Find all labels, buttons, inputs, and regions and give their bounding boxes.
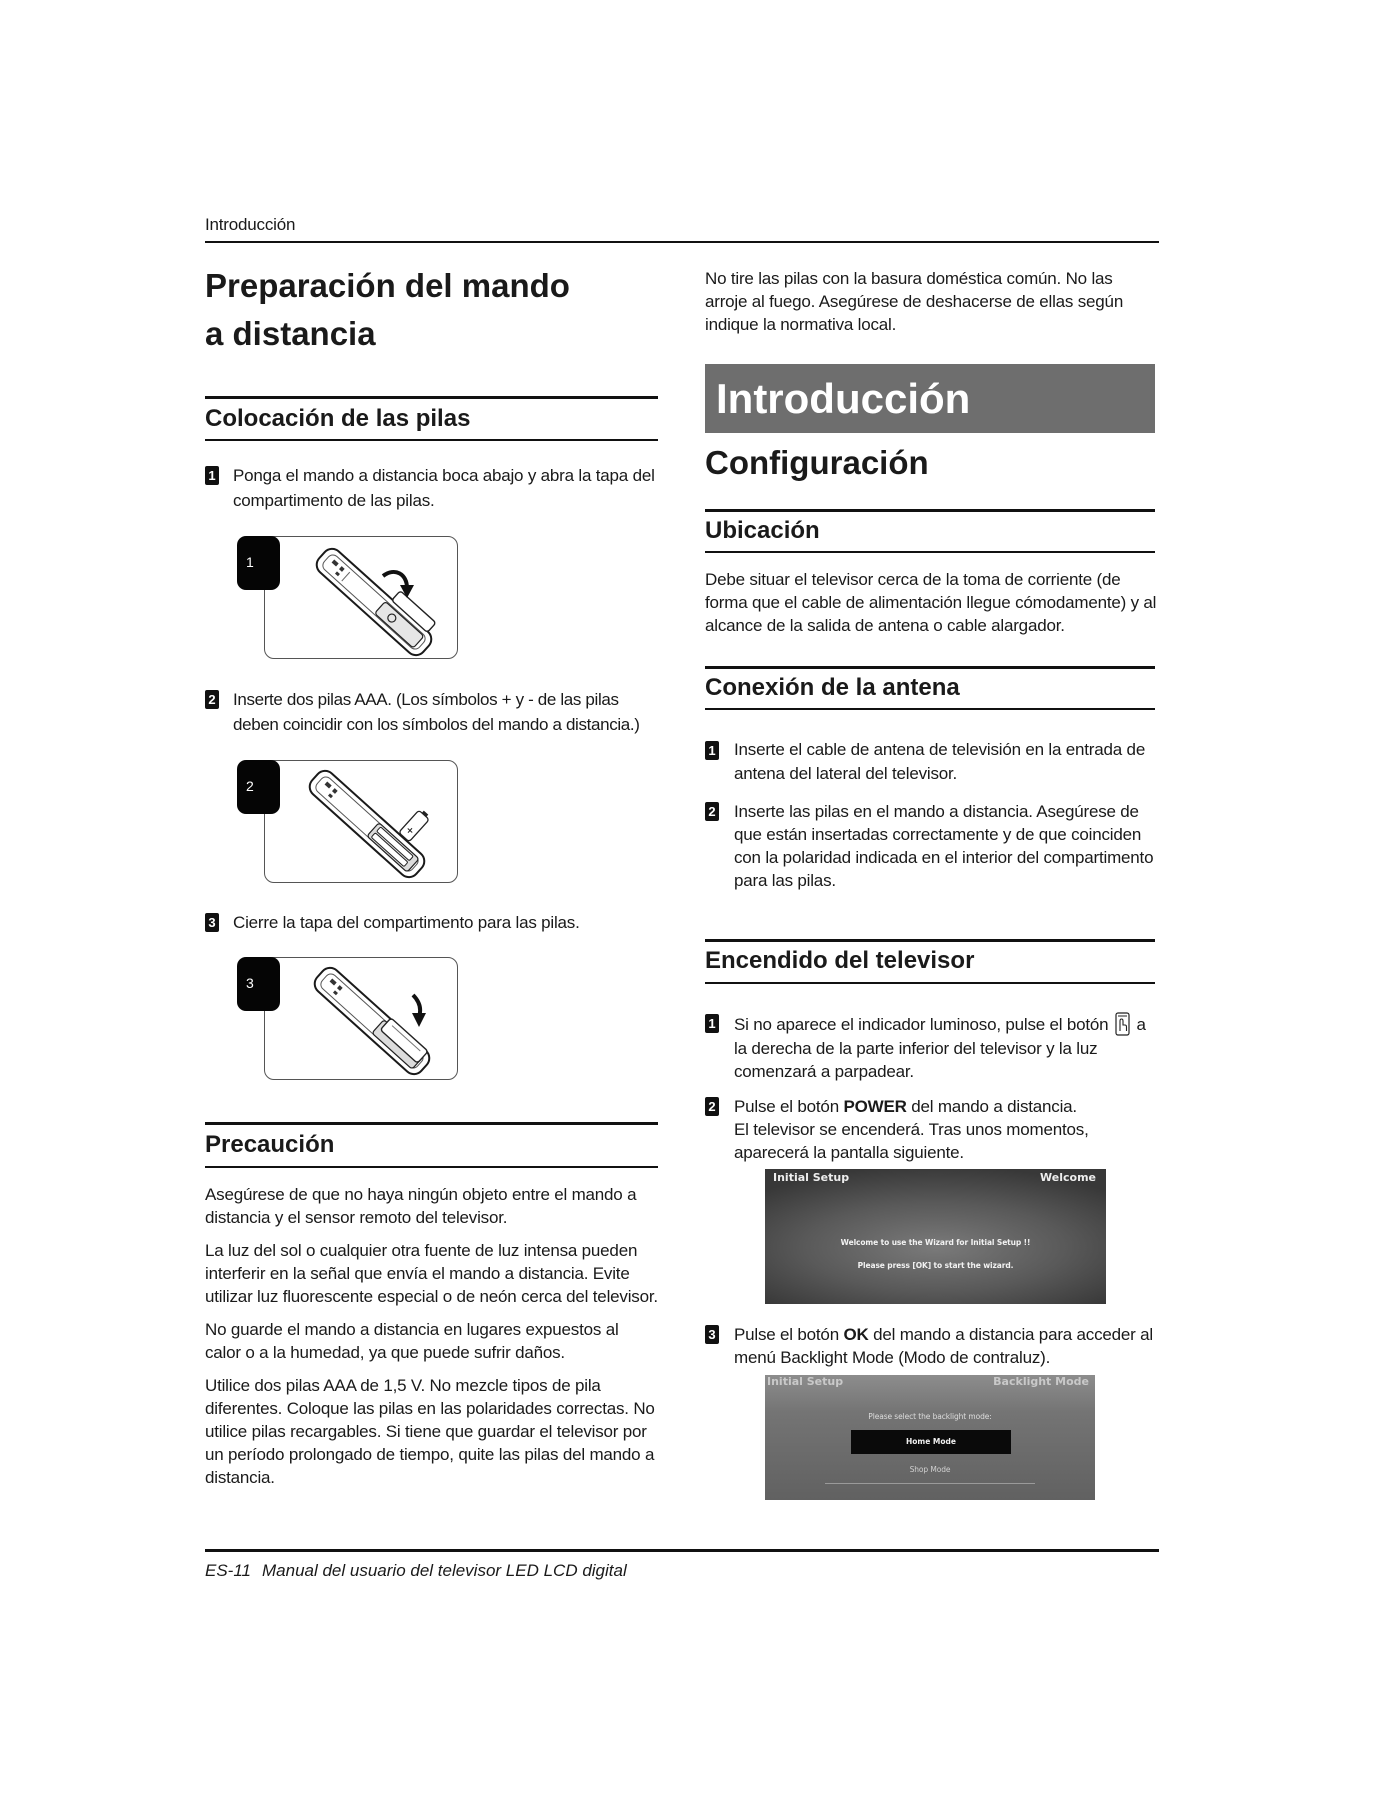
battery-step-1 [205, 463, 658, 513]
screen-page-name: Backlight Mode [993, 1375, 1089, 1388]
figure-number: 3 [246, 975, 254, 991]
antenna-heading: Conexión de la antena [705, 674, 960, 701]
step-number-badge: 1 [705, 741, 719, 760]
manual-title: Manual del usuario del televisor LED LCD digital [262, 1561, 627, 1580]
power-on-heading: Encendido del televisor [705, 947, 975, 974]
caution-paragraph: La luz del sol o cualquier otra fuente de luz intensa pueden interferir en la señal que envía el mando a distancia. Evite utilizar luz fluorescente especial o de neón cerca del televisor. [205, 1241, 658, 1306]
step-text: Inserte las pilas en el mando a distancia. Asegúrese de que están insertadas correctamente y de que coinciden con la polaridad indicada en el interior del compartimento para las pilas. [734, 802, 1154, 890]
step-number-badge: 3 [205, 913, 219, 932]
location-heading: Ubicación [705, 517, 820, 544]
section-rule-bottom [705, 708, 1155, 710]
figure-number-tab [237, 760, 280, 814]
battery-step-2 [205, 687, 658, 737]
step-text [734, 1095, 1157, 1164]
section-rule-bottom [705, 982, 1155, 984]
battery-disposal-note: No tire las pilas con la basura doméstica común. No las arroje al fuego. Asegúrese de deshacerse de ellas según indique la normativa local. [705, 269, 1124, 334]
ok-key-label: OK [843, 1325, 869, 1344]
battery-figure-3 [237, 957, 458, 1080]
power-on-step-1 [705, 1012, 1157, 1084]
power-on-step-3 [705, 1323, 1157, 1369]
header-rule [205, 241, 1159, 243]
screen-page-name: Welcome [1040, 1171, 1096, 1184]
screen-title: Initial Setup [767, 1375, 844, 1388]
step-text-post: del mando a distancia para acceder al menú Backlight Mode (Modo de contraluz). [734, 1325, 1153, 1367]
screen-divider [825, 1483, 1035, 1484]
section-rule-top [705, 509, 1155, 512]
step-text-pre: Pulse el botón [734, 1325, 844, 1344]
power-key-label: POWER [843, 1097, 907, 1116]
step-text-line-2: El televisor se encenderá. Tras unos momentos, aparecerá la pantalla siguiente. [734, 1120, 1089, 1162]
battery-step-3 [205, 910, 658, 935]
section-rule-bottom [205, 1166, 658, 1168]
step-text: Inserte el cable de antena de televisión en la entrada de antena del lateral del televisor. [734, 740, 1146, 783]
figure-number: 1 [246, 554, 254, 570]
caution-paragraph: No guarde el mando a distancia en lugares expuestos al calor o a la humedad, ya que puede sufrir daños. [205, 1320, 619, 1362]
step-number-badge: 2 [705, 802, 719, 821]
section-rule-top [205, 396, 658, 399]
antenna-step-1 [705, 738, 1157, 786]
section-rule-top [205, 1122, 658, 1125]
screen-title: Initial Setup [773, 1171, 850, 1184]
step-text [734, 1323, 1157, 1369]
step-number-badge: 1 [205, 466, 219, 485]
step-text: Inserte dos pilas AAA. (Los símbolos + y - de las pilas deben coincidir con los símbolos del mando a distancia.) [233, 690, 640, 734]
figure-number-tab [237, 957, 280, 1011]
step-number-badge: 2 [705, 1097, 719, 1116]
tv-screen-welcome [765, 1169, 1106, 1304]
step-text: Cierre la tapa del compartimento para las pilas. [233, 913, 580, 932]
batteries-heading: Colocación de las pilas [205, 405, 471, 432]
battery-figure-1 [237, 536, 458, 659]
power-on-step-2 [705, 1095, 1157, 1164]
page-title [205, 262, 658, 358]
option-home-mode-selected: Home Mode [851, 1430, 1011, 1454]
power-button-icon [1115, 1012, 1130, 1036]
step-text-after-icon: a la derecha de la parte inferior del televisor y la luz comenzará a parpadear. [734, 1015, 1146, 1081]
chapter-title: Configuración [705, 444, 929, 481]
section-rule-top [705, 666, 1155, 669]
step-text-before-icon: Si no aparece el indicador luminoso, pulse el botón [734, 1015, 1109, 1034]
screen-message-line-1: Welcome to use the Wizard for Initial Setup !! [840, 1238, 1031, 1247]
chapter-banner: Introducción [705, 364, 1155, 433]
running-header: Introducción [205, 215, 296, 234]
screen-message-line-2: Please press [OK] to start the wizard. [857, 1261, 1014, 1270]
caution-heading: Precaución [205, 1131, 335, 1158]
section-rule-top [705, 939, 1155, 942]
location-text: Debe situar el televisor cerca de la toma de corriente (de forma que el cable de alimentación llegue cómodamente) y al alcance de la salida de antena o cable alargador. [705, 570, 1157, 635]
section-rule-bottom [705, 551, 1155, 553]
step-text [734, 1012, 1157, 1084]
caution-paragraph: Utilice dos pilas AAA de 1,5 V. No mezcle tipos de pila diferentes. Coloque las pilas en las polaridades correctas. No utilice pilas recargables. Si tiene que guardar el televisor por un período prolongado de tiempo, quite las pilas del mando a distancia. [205, 1376, 655, 1487]
step-number-badge: 3 [705, 1325, 719, 1344]
caution-paragraph: Asegúrese de que no haya ningún objeto entre el mando a distancia y el sensor remoto del televisor. [205, 1185, 637, 1227]
step-number-badge: 2 [205, 690, 219, 709]
step-text-pre: Pulse el botón [734, 1097, 844, 1116]
tv-screen-backlight-mode [765, 1375, 1095, 1500]
page-title-line-2: a distancia [205, 315, 376, 352]
antenna-step-2 [705, 800, 1157, 892]
screen-prompt: Please select the backlight mode: [868, 1412, 992, 1421]
option-shop-mode: Shop Mode [909, 1465, 951, 1474]
step-number-badge: 1 [705, 1014, 719, 1033]
footer-rule [205, 1549, 1159, 1552]
step-text: Ponga el mando a distancia boca abajo y abra la tapa del compartimento de las pilas. [233, 466, 655, 510]
section-rule-bottom [205, 439, 658, 441]
figure-number-tab [237, 536, 280, 590]
caution-paragraphs [205, 1183, 658, 1489]
page-title-line-1: Preparación del mando [205, 267, 570, 304]
step-text-post: del mando a distancia. [906, 1097, 1077, 1116]
battery-figure-2 [237, 760, 458, 883]
page-number: ES-11 [205, 1561, 251, 1580]
figure-number: 2 [246, 778, 254, 794]
